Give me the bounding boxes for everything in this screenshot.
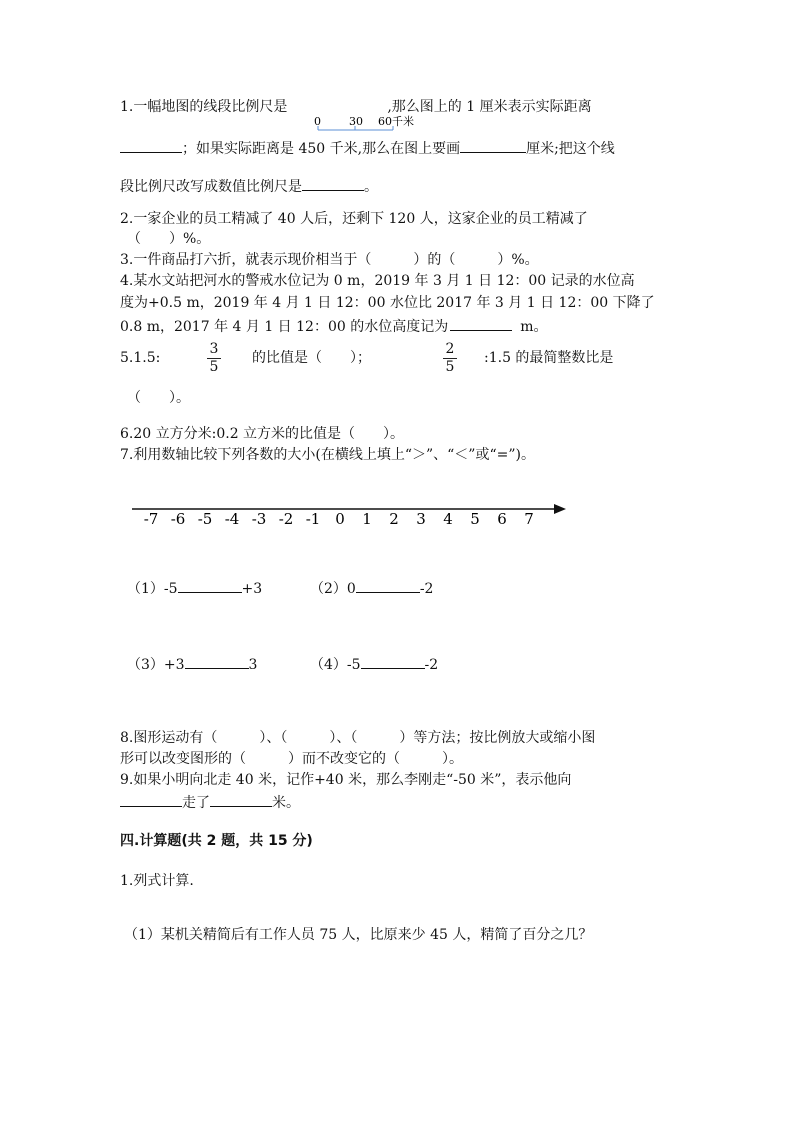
q4-line2: 度为+0.5 m，2019 年 4 月 1 日 12：00 水位比 2017 年 3 月 1 日 12：00 下降了 xyxy=(120,295,655,311)
axis-label: -1 xyxy=(305,510,321,528)
q8-line2: 形可以改变图形的（ ）而不改变它的（ ）。 xyxy=(120,751,463,767)
q4-line1: 4.某水文站把河水的警戒水位记为 0 m，2019 年 3 月 1 日 12：00 记录的水位高 xyxy=(120,273,635,289)
axis-label: 7 xyxy=(524,510,534,528)
q1-scale-bar xyxy=(308,113,418,137)
answer-blank[interactable] xyxy=(302,176,364,191)
q7-text: 7.利用数轴比较下列各数的大小(在横线上填上“＞”、“＜”或“=”)。 xyxy=(120,447,535,463)
q2-line2: （ ）%。 xyxy=(127,231,211,247)
axis-label: -3 xyxy=(251,510,267,528)
calc1-sub1: （1）某机关精简后有工作人员 75 人，比原来少 45 人，精简了百分之几？ xyxy=(124,927,593,943)
answer-blank[interactable] xyxy=(210,792,272,807)
q1-text-b: ,那么图上的 1 厘米表示实际距离 xyxy=(387,99,592,115)
q9-line2: 走了 米。 xyxy=(120,792,300,812)
axis-label: 4 xyxy=(443,510,453,528)
axis-label: 3 xyxy=(416,510,426,528)
axis-label: -7 xyxy=(143,510,159,528)
axis-label: -4 xyxy=(224,510,240,528)
q9-line1: 9.如果小明向北走 40 米，记作+40 米，那么李刚走“-50 米”，表示他向 xyxy=(120,772,572,788)
answer-blank[interactable] xyxy=(361,654,425,669)
answer-blank[interactable] xyxy=(178,578,242,593)
q5-prefix: 5.1.5: xyxy=(120,350,161,366)
answer-blank[interactable] xyxy=(460,138,526,153)
axis-label: 0 xyxy=(335,510,345,528)
axis-label: -5 xyxy=(197,510,213,528)
calc1-title: 1.列式计算. xyxy=(120,873,194,889)
q6-text: 6.20 立方分米:0.2 立方米的比值是（ ）。 xyxy=(120,426,405,442)
axis-label: -2 xyxy=(278,510,294,528)
q5-line2: （ ）。 xyxy=(127,390,190,406)
scale-label-0: 0 xyxy=(314,115,321,128)
axis-label: 6 xyxy=(497,510,507,528)
q8-line1: 8.图形运动有（ ）、（ ）、（ ）等方法；按比例放大或缩小图 xyxy=(120,730,596,746)
q7-item-2: （2）0 -2 xyxy=(310,578,433,598)
q3-text: 3.一件商品打六折，就表示现价相当于（ ）的（ ）%。 xyxy=(120,252,539,268)
axis-label: 2 xyxy=(389,510,399,528)
number-line xyxy=(120,496,580,536)
q4-line3: 0.8 m，2017 年 4 月 1 日 12：00 的水位高度记为 m。 xyxy=(120,316,548,336)
answer-blank[interactable] xyxy=(185,654,249,669)
q2-line1: 2.一家企业的员工精减了 40 人后，还剩下 120 人，这家企业的员工精减了 xyxy=(120,211,588,227)
scale-label-30: 30 xyxy=(349,115,363,128)
axis-label: -6 xyxy=(170,510,186,528)
section-title: 四.计算题(共 2 题，共 15 分) xyxy=(120,833,313,849)
q1-line2: ；如果实际距离是 450 千米,那么在图上要画 厘米;把这个线 xyxy=(120,138,615,158)
q5-suffix: :1.5 的最简整数比是 xyxy=(484,350,614,366)
answer-blank[interactable] xyxy=(450,316,512,331)
q7-item-1: （1）-5 +3 xyxy=(127,578,262,598)
q1-text-a: 1.一幅地图的线段比例尺是 xyxy=(120,99,288,115)
q1-line3: 段比例尺改写成数值比例尺是 。 xyxy=(120,176,378,196)
q5-fraction-1: 3 5 xyxy=(207,342,221,375)
scale-label-60: 60千米 xyxy=(378,115,414,128)
answer-blank[interactable] xyxy=(120,138,182,153)
axis-label: 1 xyxy=(362,510,372,528)
q5-mid: 的比值是（ ）； xyxy=(252,350,371,366)
q7-item-4: （4）-5 -2 xyxy=(310,654,438,674)
q5-fraction-2: 2 5 xyxy=(443,342,457,375)
axis-label: 5 xyxy=(470,510,480,528)
q7-item-3: （3）+3 3 xyxy=(127,654,257,674)
answer-blank[interactable] xyxy=(120,792,182,807)
answer-blank[interactable] xyxy=(356,578,420,593)
